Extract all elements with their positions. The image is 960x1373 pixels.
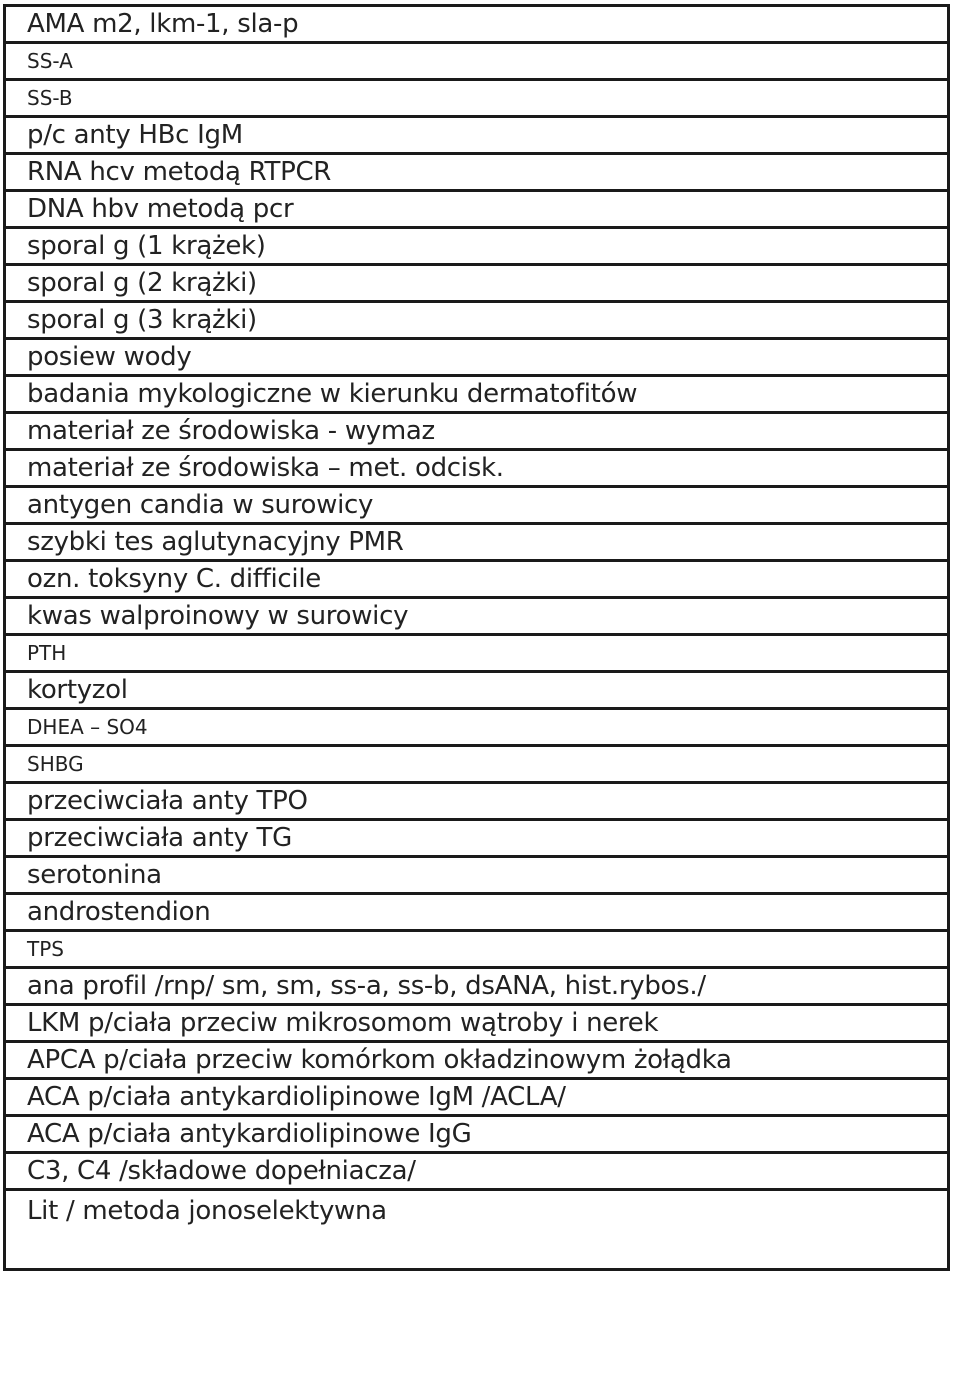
test-name-cell: przeciwciała anty TG — [5, 820, 949, 857]
table-row — [5, 376, 949, 413]
table-row — [5, 1005, 949, 1042]
table-row — [5, 1190, 949, 1270]
test-name-cell: ozn. toksyny C. difficile — [5, 561, 949, 598]
table-row — [5, 561, 949, 598]
test-name-cell: materiał ze środowiska - wymaz — [5, 413, 949, 450]
test-name-cell: ACA p/ciała antykardiolipinowe IgG — [5, 1116, 949, 1153]
table-row — [5, 80, 949, 117]
test-name-cell: AMA m2, lkm-1, sla-p — [5, 6, 949, 43]
test-name-cell: DHEA – SO4 — [5, 709, 949, 746]
test-list-table — [3, 4, 950, 1271]
table-row — [5, 672, 949, 709]
test-name-cell: antygen candia w surowicy — [5, 487, 949, 524]
test-name-cell: RNA hcv metodą RTPCR — [5, 154, 949, 191]
test-name-cell: sporal g (2 krążki) — [5, 265, 949, 302]
test-name-cell: materiał ze środowiska – met. odcisk. — [5, 450, 949, 487]
table-row — [5, 1042, 949, 1079]
table-row — [5, 6, 949, 43]
table-row — [5, 228, 949, 265]
test-name-cell: ACA p/ciała antykardiolipinowe IgM /ACLA/ — [5, 1079, 949, 1116]
table-row — [5, 1116, 949, 1153]
test-name-cell: SS-B — [5, 80, 949, 117]
table-row — [5, 302, 949, 339]
test-list-body — [5, 6, 949, 1270]
test-name-cell: sporal g (1 krążek) — [5, 228, 949, 265]
table-row — [5, 43, 949, 80]
table-row — [5, 524, 949, 561]
test-name-cell: Lit / metoda jonoselektywna — [5, 1190, 949, 1270]
test-name-cell: PTH — [5, 635, 949, 672]
test-name-cell: badania mykologiczne w kierunku dermatofitów — [5, 376, 949, 413]
test-name-cell: kortyzol — [5, 672, 949, 709]
table-row — [5, 413, 949, 450]
test-name-cell: TPS — [5, 931, 949, 968]
table-row — [5, 265, 949, 302]
test-name-cell: przeciwciała anty TPO — [5, 783, 949, 820]
table-row — [5, 820, 949, 857]
table-row — [5, 154, 949, 191]
test-name-cell: APCA p/ciała przeciw komórkom okładzinowym żołądka — [5, 1042, 949, 1079]
table-row — [5, 931, 949, 968]
table-row — [5, 783, 949, 820]
table-row — [5, 1079, 949, 1116]
test-name-cell: ana profil /rnp/ sm, sm, ss-a, ss-b, dsANA, hist.rybos./ — [5, 968, 949, 1005]
table-row — [5, 968, 949, 1005]
table-row — [5, 487, 949, 524]
test-name-cell: C3, C4 /składowe dopełniacza/ — [5, 1153, 949, 1190]
test-name-cell: p/c anty HBc IgM — [5, 117, 949, 154]
test-name-cell: posiew wody — [5, 339, 949, 376]
test-name-cell: SHBG — [5, 746, 949, 783]
test-name-cell: serotonina — [5, 857, 949, 894]
table-row — [5, 635, 949, 672]
table-row — [5, 894, 949, 931]
test-name-cell: androstendion — [5, 894, 949, 931]
table-row — [5, 1153, 949, 1190]
test-name-cell: kwas walproinowy w surowicy — [5, 598, 949, 635]
table-row — [5, 117, 949, 154]
table-row — [5, 746, 949, 783]
test-name-cell: DNA hbv metodą pcr — [5, 191, 949, 228]
test-name-cell: sporal g (3 krążki) — [5, 302, 949, 339]
table-row — [5, 450, 949, 487]
table-row — [5, 191, 949, 228]
table-row — [5, 598, 949, 635]
test-name-cell: SS-A — [5, 43, 949, 80]
table-row — [5, 339, 949, 376]
test-name-cell: szybki tes aglutynacyjny PMR — [5, 524, 949, 561]
table-row — [5, 709, 949, 746]
table-row — [5, 857, 949, 894]
test-name-cell: LKM p/ciała przeciw mikrosomom wątroby i nerek — [5, 1005, 949, 1042]
